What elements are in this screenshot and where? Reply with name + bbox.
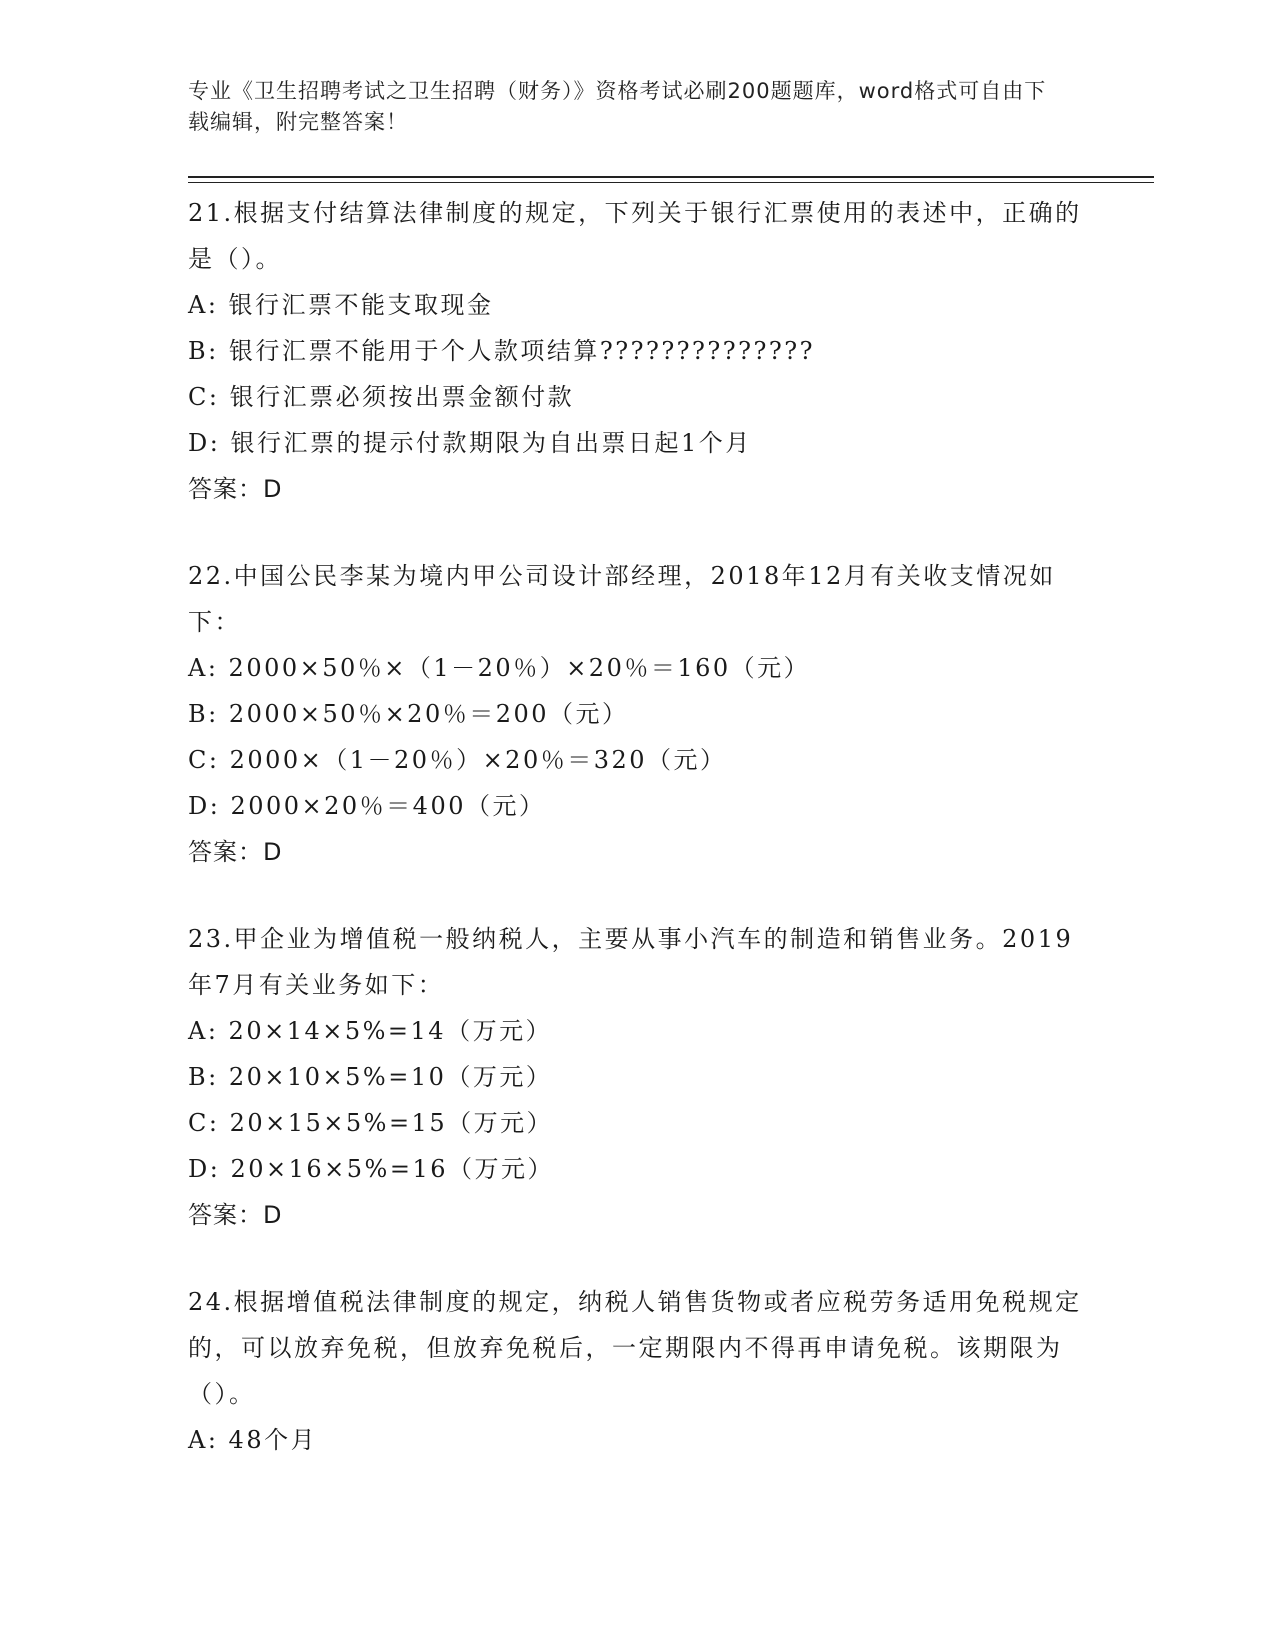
question-stem: 22.中国公民李某为境内甲公司设计部经理，2018年12月有关收支情况如下： [188, 562, 1056, 636]
answer-line: 答案：D [188, 1201, 283, 1229]
question-stem: 21.根据支付结算法律制度的规定，下列关于银行汇票使用的表述中，正确的是（）。 [188, 199, 1082, 273]
option-b: B: 银行汇票不能用于个人款项结算?????????????? [188, 337, 815, 365]
question-21 [188, 190, 1088, 512]
option-a: A: 2000×50％×（1－20％）×20％＝160（元） [188, 654, 811, 682]
header-divider-thin [188, 182, 1154, 183]
option-d: D: 20×16×5%=16（万元） [188, 1155, 554, 1183]
option-a: A: 20×14×5%=14（万元） [188, 1017, 553, 1045]
question-stem: 24.根据增值税法律制度的规定，纳税人销售货物或者应税劳务适用免税规定的，可以放弃免税，但放弃免税后，一定期限内不得再申请免税。该期限为（）。 [188, 1288, 1082, 1408]
option-a: A: 48个月 [188, 1426, 318, 1454]
option-c: C: 20×15×5%=15（万元） [188, 1109, 554, 1137]
option-b: B: 20×10×5%=10（万元） [188, 1063, 553, 1091]
option-b: B: 2000×50％×20％＝200（元） [188, 700, 629, 728]
option-c: C: 2000×（1－20％）×20％＝320（元） [188, 746, 727, 774]
document-intro: 专业《卫生招聘考试之卫生招聘（财务）》资格考试必刷200题题库，word格式可自由下载编辑，附完整答案！ [188, 79, 1047, 134]
answer-line: 答案：D [188, 475, 283, 503]
option-c: C: 银行汇票必须按出票金额付款 [188, 383, 575, 411]
header-divider-thick [188, 176, 1154, 178]
question-24 [188, 1279, 1088, 1463]
answer-line: 答案：D [188, 838, 283, 866]
option-d: D: 银行汇票的提示付款期限为自出票日起1个月 [188, 429, 752, 457]
question-22 [188, 553, 1088, 875]
option-a: A: 银行汇票不能支取现金 [188, 291, 494, 319]
option-d: D: 2000×20％＝400（元） [188, 792, 546, 820]
question-stem: 23.甲企业为增值税一般纳税人，主要从事小汽车的制造和销售业务。2019年7月有关业务如下： [188, 925, 1074, 999]
question-23 [188, 916, 1088, 1238]
